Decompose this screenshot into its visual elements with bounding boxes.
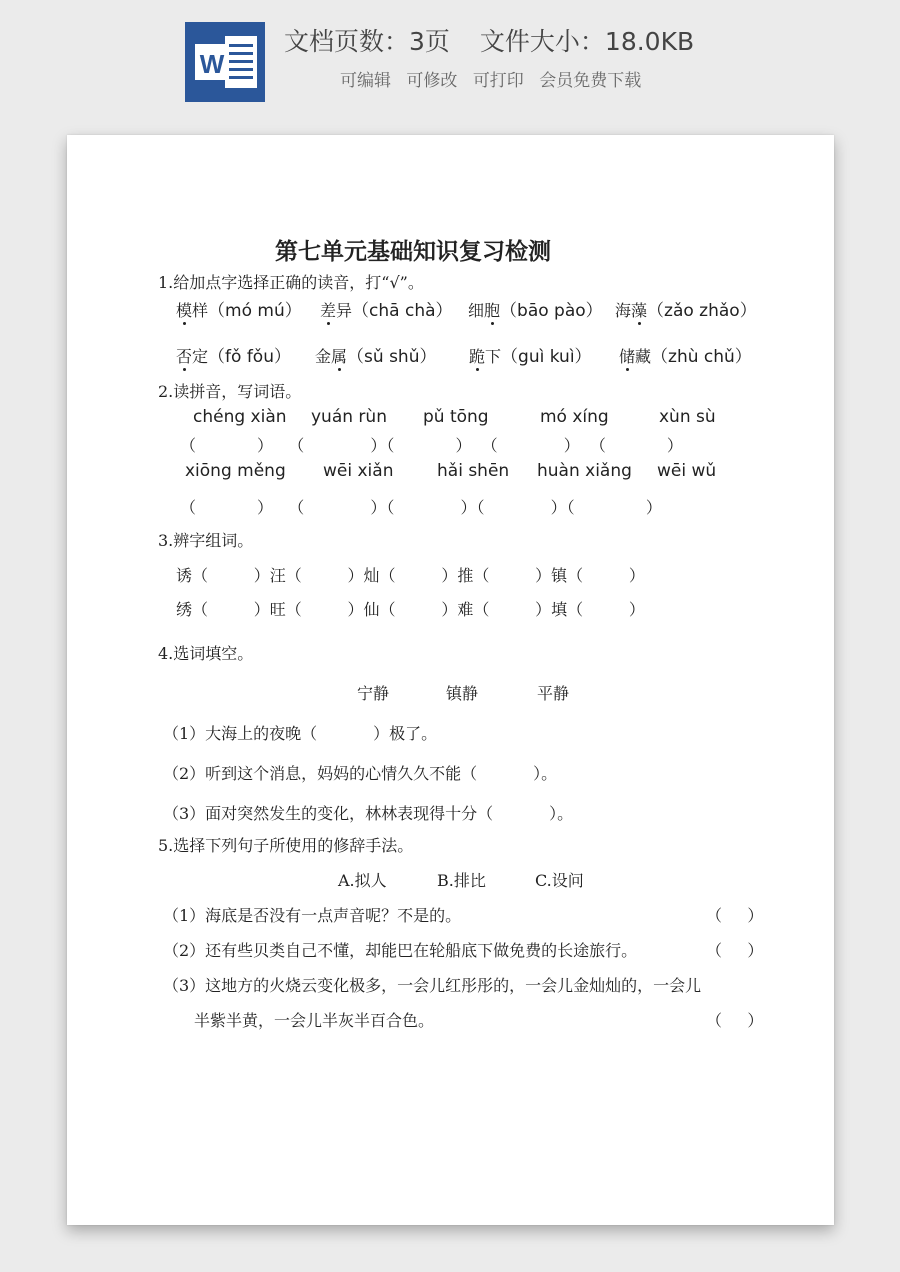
feature-editable: 可编辑 — [340, 71, 391, 91]
feature-member-download: 会员免费下载 — [539, 71, 642, 91]
q1-item: 否定（fǒ fǒu） — [176, 347, 291, 367]
rhetoric-option: A.拟人 — [338, 871, 387, 890]
rhetoric-sentence: （2）还有些贝类自己不懂，却能巴在轮船底下做免费的长途旅行。 — [163, 941, 638, 960]
banner-title — [284, 22, 694, 58]
q1-item: 差异（chā chà） — [320, 301, 453, 321]
pinyin-word: yuán rùn — [311, 407, 387, 427]
pinyin-word: wēi wǔ — [657, 461, 717, 481]
q1-item: 模样（mó mú） — [176, 301, 302, 321]
rhetoric-option: B.排比 — [437, 871, 486, 890]
rhetoric-sentence: （1）海底是否没有一点声音呢？不是的。 — [163, 906, 462, 925]
rhetoric-option: C.设问 — [535, 871, 584, 890]
fill-sentence: （1）大海上的夜晚（ ）极了。 — [163, 724, 438, 743]
pinyin-word: xiōng měng — [185, 461, 286, 481]
svg-text:W: W — [199, 49, 225, 79]
q5-heading: 5.选择下列句子所使用的修辞手法。 — [158, 836, 414, 855]
answer-paren: （ ） — [706, 906, 764, 925]
pinyin-word: huàn xiǎng — [537, 461, 632, 481]
answer-paren: （ ） — [706, 1011, 764, 1030]
word-choice: 镇静 — [446, 684, 479, 703]
answer-paren: （ ） — [706, 941, 764, 960]
pinyin-word: hǎi shēn — [437, 461, 510, 481]
pinyin-word: xùn sù — [659, 407, 716, 427]
document-title: 第七单元基础知识复习检测 — [275, 238, 551, 265]
q1-item: 金属（sǔ shǔ） — [315, 347, 437, 367]
char-compare-row: 绣（ ）旺（ ）仙（ ）难（ ）填（ ） — [176, 600, 645, 619]
word-doc-icon — [185, 22, 265, 102]
pinyin-word: wēi xiǎn — [323, 461, 394, 481]
feature-printable: 可打印 — [472, 71, 524, 91]
pinyin-word: pǔ tōng — [423, 407, 489, 427]
q4-heading: 4.选词填空。 — [158, 644, 254, 663]
q1-item: 跪下（guì kuì） — [469, 347, 592, 367]
pinyin-word: chéng xiàn — [193, 407, 287, 427]
dotted-char: 差 — [320, 301, 337, 320]
feature-list — [340, 66, 651, 91]
dotted-char: 模 — [176, 301, 193, 320]
download-banner — [0, 0, 900, 120]
rhetoric-sentence-cont: 半紫半黄，一会儿半灰半百合色。 — [194, 1011, 435, 1030]
dotted-char: 跪 — [469, 347, 486, 366]
rhetoric-sentence: （3）这地方的火烧云变化极多，一会儿红彤彤的，一会儿金灿灿的，一会儿 — [163, 976, 702, 995]
q2-heading: 2.读拼音，写词语。 — [158, 382, 302, 401]
dotted-char: 胞 — [484, 301, 501, 320]
char-compare-row: 诱（ ）汪（ ）灿（ ）推（ ）镇（ ） — [176, 566, 645, 585]
dotted-char: 否 — [176, 347, 193, 366]
pinyin-word: mó xíng — [540, 407, 609, 427]
q3-heading: 3.辨字组词。 — [158, 531, 254, 550]
fill-sentence: （2）听到这个消息，妈妈的心情久久不能（ ）。 — [163, 764, 558, 783]
word-choice: 平静 — [537, 684, 570, 703]
file-size-label: 文件大小：18.0KB — [479, 27, 695, 56]
fill-sentence: （3）面对突然发生的变化，林林表现得十分（ ）。 — [163, 804, 574, 823]
answer-blanks-row: （ ） （ ）（ ）（ ）（ ） — [180, 498, 662, 517]
q1-item: 细胞（bāo pào） — [468, 301, 603, 321]
dotted-char: 藻 — [631, 301, 648, 320]
answer-blanks-row: （ ） （ ）（ ） （ ） （ ） — [180, 436, 683, 455]
word-choice: 宁静 — [357, 684, 390, 703]
q1-item: 海藻（zǎo zhǎo） — [615, 301, 757, 321]
q1-item: 储藏（zhù chǔ） — [619, 347, 752, 367]
dotted-char: 储 — [619, 347, 636, 366]
page-count-label: 文档页数：3页 — [284, 27, 450, 56]
feature-modifiable: 可修改 — [406, 71, 458, 91]
q1-heading: 1.给加点字选择正确的读音，打“√”。 — [158, 273, 424, 292]
dotted-char: 属 — [331, 347, 348, 366]
